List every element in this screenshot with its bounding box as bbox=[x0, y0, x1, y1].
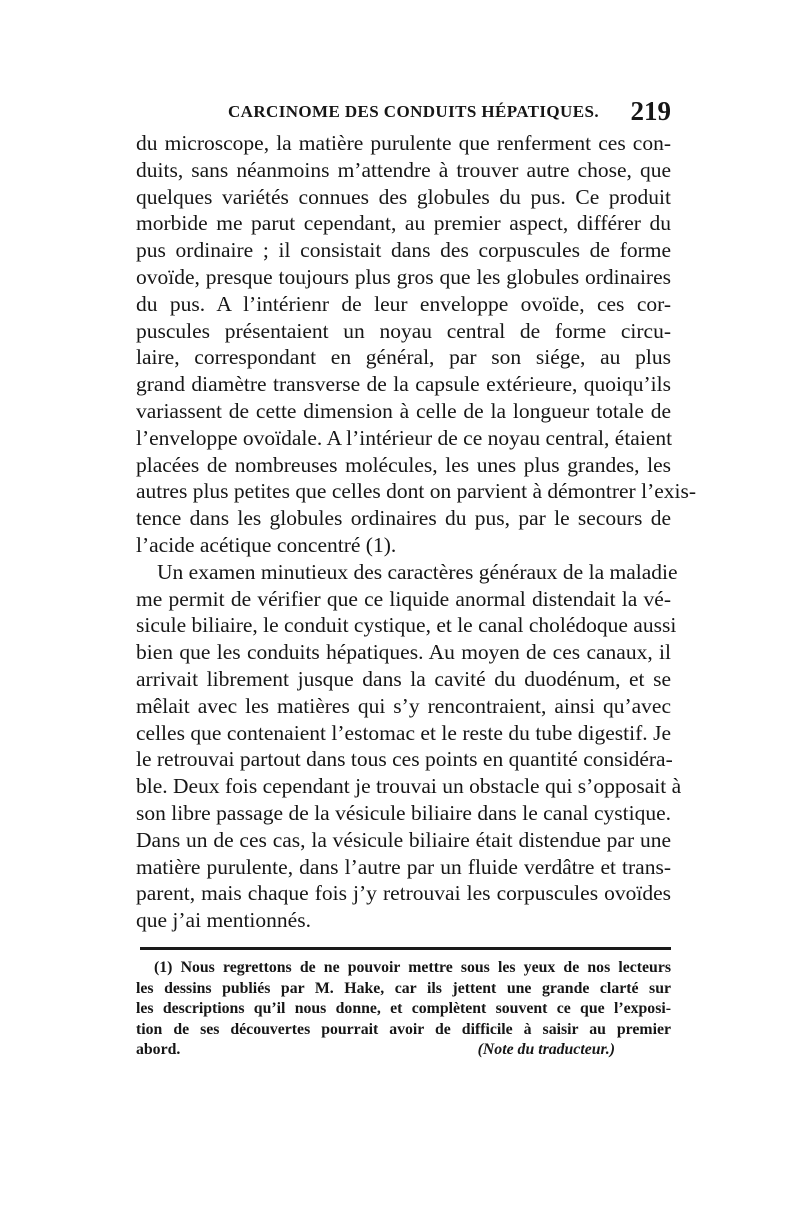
text-line: duits, sans néanmoins m’attendre à trouver autre chose, que bbox=[136, 157, 671, 182]
text-line: me permit de vérifier que ce liquide anormal distendait la vé- bbox=[136, 586, 671, 611]
footnote bbox=[136, 958, 671, 1061]
text-line: variassent de cette dimension à celle de la longueur totale de bbox=[136, 398, 671, 423]
text-line: autres plus petites que celles dont on parvient à démontrer l’exis- bbox=[136, 479, 697, 504]
text-line: parent, mais chaque fois j’y retrouvai les corpuscules ovoïdes bbox=[136, 881, 671, 906]
footnote-line: (1) Nous regrettons de ne pouvoir mettre sous les yeux de nos lecteurs bbox=[154, 959, 671, 976]
text-line: l’enveloppe ovoïdale. A l’intérieur de ce noyau central, étaient bbox=[136, 425, 673, 450]
text-line: placées de nombreuses molécules, les unes plus grandes, les bbox=[136, 452, 671, 477]
running-title: CARCINOME DES CONDUITS HÉPATIQUES. bbox=[228, 102, 599, 121]
text-line: ovoïde, presque toujours plus gros que les globules ordinaires bbox=[136, 264, 671, 289]
text-line: sicule biliaire, le conduit cystique, et le canal cholédoque aussi bbox=[136, 613, 677, 638]
text-line: ble. Deux fois cependant je trouvai un obstacle qui s’opposait à bbox=[136, 774, 682, 799]
text-line: son libre passage de la vésicule biliaire dans le canal cystique. bbox=[136, 800, 671, 825]
text-line: mêlait avec les matières qui s’y rencontraient, ainsi qu’avec bbox=[136, 693, 671, 718]
footnote-line: les dessins publiés par M. Hake, car ils jettent une grande clarté sur bbox=[136, 979, 671, 997]
footnote-attribution: (Note du traducteur.) bbox=[477, 1041, 615, 1058]
text-line: du microscope, la matière purulente que renferment ces con- bbox=[136, 131, 671, 155]
page-number: 219 bbox=[630, 96, 671, 126]
text-line: matière purulente, dans l’autre par un fluide verdâtre et trans- bbox=[136, 854, 671, 879]
text-line: puscules présentaient un noyau central de forme circu- bbox=[136, 318, 671, 343]
running-head bbox=[136, 96, 671, 132]
text-line: arrivait librement jusque dans la cavité du duodénum, et se bbox=[136, 666, 671, 691]
footnote-last-line bbox=[136, 1040, 671, 1061]
footnote-separator bbox=[140, 947, 671, 950]
footnote-line-start: abord. bbox=[136, 1041, 181, 1058]
text-line: celles que contenaient l’estomac et le reste du tube digestif. Je bbox=[136, 720, 671, 745]
text-line: tence dans les globules ordinaires du pus, par le secours de bbox=[136, 506, 671, 531]
text-line: laire, correspondant en général, par son siége, au plus bbox=[136, 345, 671, 370]
text-line: du pus. A l’intérienr de leur enveloppe ovoïde, ces cor- bbox=[136, 291, 671, 316]
text-line: Un examen minutieux des caractères généraux de la maladie bbox=[157, 559, 678, 584]
footnote-line: tion de ses découvertes pourrait avoir de difficile à saisir au premier bbox=[136, 1020, 671, 1038]
text-line: que j’ai mentionnés. bbox=[136, 908, 311, 933]
text-line: grand diamètre transverse de la capsule extérieure, quoiqu’ils bbox=[136, 372, 671, 397]
text-line: quelques variétés connues des globules du pus. Ce produit bbox=[136, 184, 671, 209]
text-line: morbide me parut cependant, au premier aspect, différer du bbox=[136, 211, 671, 236]
text-line: pus ordinaire ; il consistait dans des corpuscules de forme bbox=[136, 238, 671, 263]
text-line: bien que les conduits hépatiques. Au moyen de ces canaux, il bbox=[136, 640, 671, 665]
footnote-line: les descriptions qu’il nous donne, et complètent souvent ce que l’exposi- bbox=[136, 1000, 671, 1017]
text-line: l’acide acétique concentré (1). bbox=[136, 532, 397, 557]
body-text bbox=[136, 130, 697, 934]
text-line: Dans un de ces cas, la vésicule biliaire était distendue par une bbox=[136, 827, 671, 852]
text-line: le retrouvai partout dans tous ces points en quantité considéra- bbox=[136, 747, 673, 772]
